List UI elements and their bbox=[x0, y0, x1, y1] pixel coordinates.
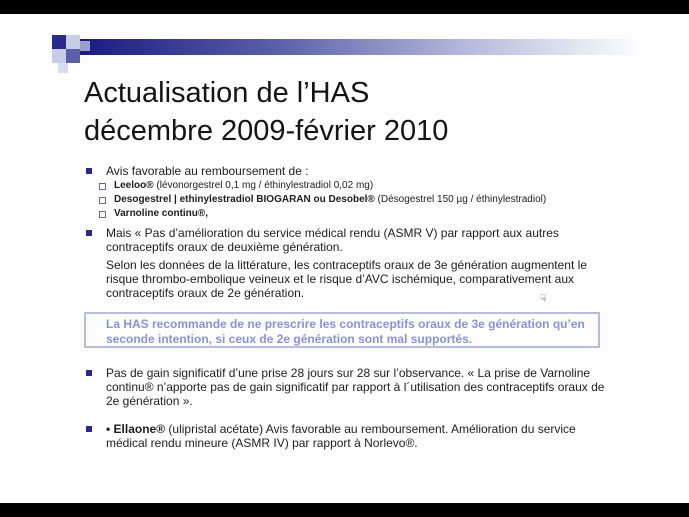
bullet-ellaone bbox=[84, 422, 614, 450]
drug-name: Leeloo® bbox=[114, 180, 154, 191]
sub-bullet-desogestrel bbox=[84, 194, 614, 206]
drug-detail: (lévonorgestrel 0,1 mg / éthinylestradiol 0,02 mg) bbox=[153, 180, 374, 191]
hand-cursor-icon: ☟ bbox=[540, 293, 547, 305]
slide-content-lower bbox=[84, 366, 614, 450]
drug-name: Varnoline continu®, bbox=[114, 208, 209, 219]
drug-name: • Ellaone® bbox=[106, 422, 166, 436]
paragraph-litterature: Selon les données de la littérature, les contraceptifs oraux de 3e génération augmentent le risque thrombo-embolique veineux et le risque d’AVC ischémique, comparativement aux contraceptifs oraux de 2e génération. bbox=[106, 258, 587, 300]
presentation-slide bbox=[0, 14, 689, 503]
header-square-decoration bbox=[66, 49, 80, 63]
recommendation-callout: La HAS recommande de ne prescrire les contraceptifs oraux de 3e génération qu’en seconde intention, si ceux de 2e génération sont mal supportés. bbox=[84, 312, 600, 348]
header-square-decoration bbox=[52, 49, 66, 63]
title-line-2: décembre 2009-février 2010 bbox=[84, 115, 449, 147]
bullet-text: Pas de gain significatif d’une prise 28 jours sur 28 sur l’observance. « La prise de Varnoline continu® n’apporte pas de gain significatif par rapport à l´utilisation des contraceptifs oraux de 2e génération ». bbox=[106, 366, 605, 408]
slide-title bbox=[84, 74, 644, 150]
drug-name: Desogestrel | ethinylestradiol BIOGARAN ou Desobel® bbox=[114, 194, 375, 205]
sub-bullet-varnoline bbox=[84, 208, 614, 220]
header-square-decoration bbox=[80, 41, 90, 51]
bullet-text: Mais « Pas d’amélioration du service médical rendu (ASMR V) par rapport aux autres contraceptifs oraux de deuxième génération. bbox=[106, 226, 559, 254]
bullet-remboursement bbox=[84, 164, 614, 178]
header-square-decoration bbox=[52, 35, 66, 49]
drug-detail: (Désogestrel 150 µg / éthinylestradiol) bbox=[374, 194, 547, 205]
bullet-observance bbox=[84, 366, 614, 408]
header-square-decoration bbox=[66, 35, 80, 49]
sub-bullet-leeloo bbox=[84, 180, 614, 192]
slide-content bbox=[84, 164, 614, 300]
bullet-asmr bbox=[84, 226, 614, 254]
title-line-1: Actualisation de l’HAS bbox=[84, 77, 370, 109]
bullet-text: Avis favorable au remboursement de : bbox=[106, 164, 309, 178]
header-square-decoration bbox=[58, 63, 68, 73]
bullet-text: (ulipristal acétate) Avis favorable au remboursement. Amélioration du service médical rendu mineure (ASMR IV) par rapport à Norlevo®. bbox=[106, 422, 576, 450]
header-gradient-bar bbox=[80, 39, 640, 55]
